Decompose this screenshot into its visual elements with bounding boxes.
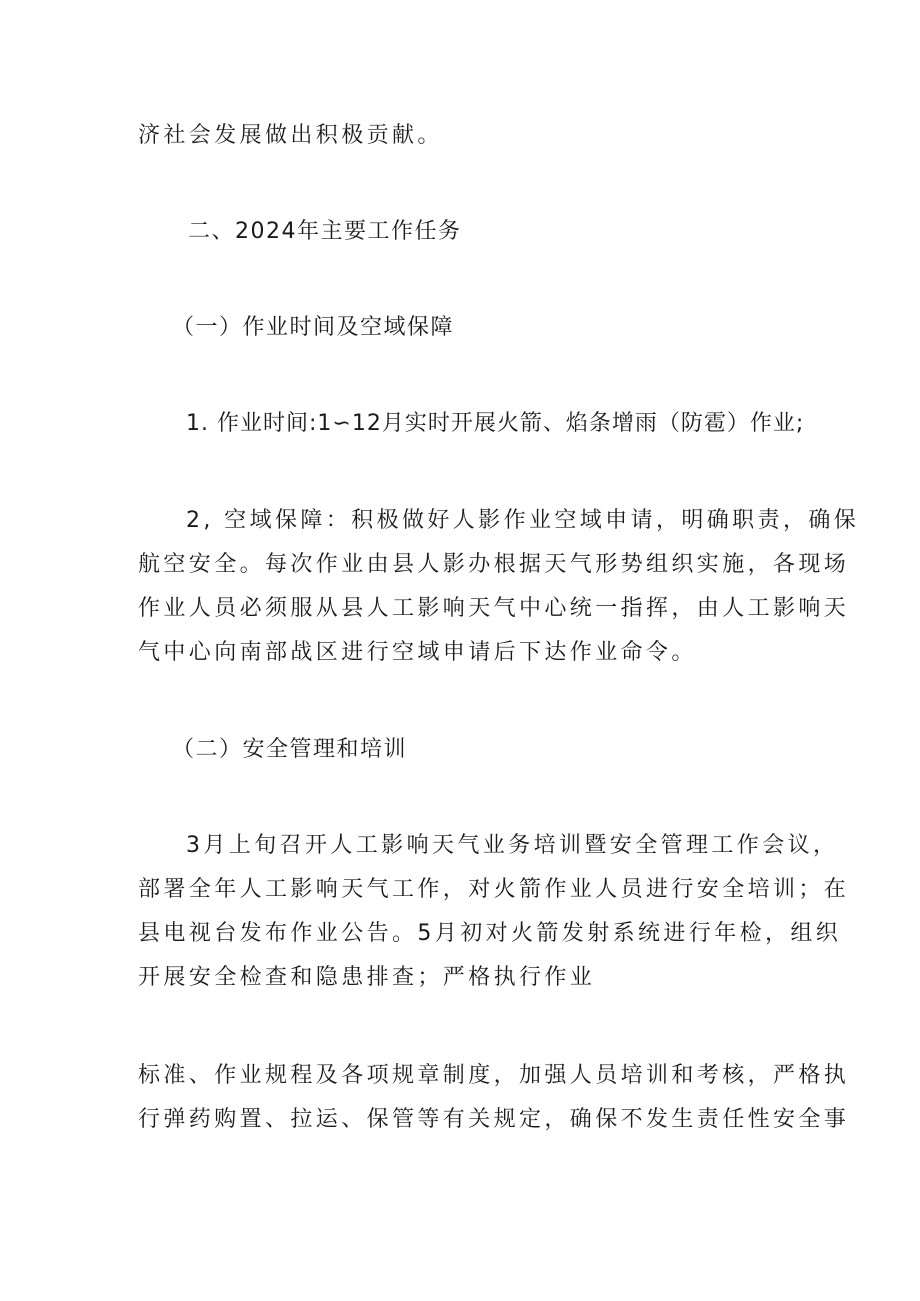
paragraph-line: 开展安全检查和隐患排查；严格执行作业 bbox=[138, 965, 596, 990]
paragraph-line: 济社会发展做出积极贡献。 bbox=[138, 123, 443, 148]
subsection-heading: （一）作业时间及空域保障 bbox=[172, 315, 455, 340]
paragraph-line: 3月上旬召开人工影响天气业务培训暨安全管理工作会议， bbox=[186, 833, 839, 858]
paragraph-line: 作业人员必须服从县人工影响天气中心统一指挥，由人工影响天 bbox=[138, 596, 850, 621]
paragraph-line: 2, 空域保障：积极做好人影作业空域申请，明确职责，确保 bbox=[186, 508, 860, 533]
paragraph-line: 标准、作业规程及各项规章制度，加强人员培训和考核，严格执 bbox=[138, 1063, 850, 1088]
subsection-heading: （二）安全管理和培训 bbox=[172, 737, 408, 762]
paragraph-line: 气中心向南部战区进行空域申请后下达作业命令。 bbox=[138, 640, 697, 665]
paragraph-line: 县电视台发布作业公告。5月初对火箭发射系统进行年检，组织 bbox=[138, 921, 842, 946]
paragraph-line: 航空安全。每次作业由县人影办根据天气形势组织实施，各现场 bbox=[138, 552, 850, 577]
paragraph-line: 1. 作业时间:1∽12月实时开展火箭、焰条增雨（防雹）作业; bbox=[186, 411, 805, 436]
paragraph-line: 行弹药购置、拉运、保管等有关规定，确保不发生责任性安全事 bbox=[138, 1107, 850, 1132]
paragraph-line: 部署全年人工影响天气工作，对火箭作业人员进行安全培训；在 bbox=[138, 877, 850, 902]
section-heading: 二、2024年主要工作任务 bbox=[188, 219, 462, 244]
